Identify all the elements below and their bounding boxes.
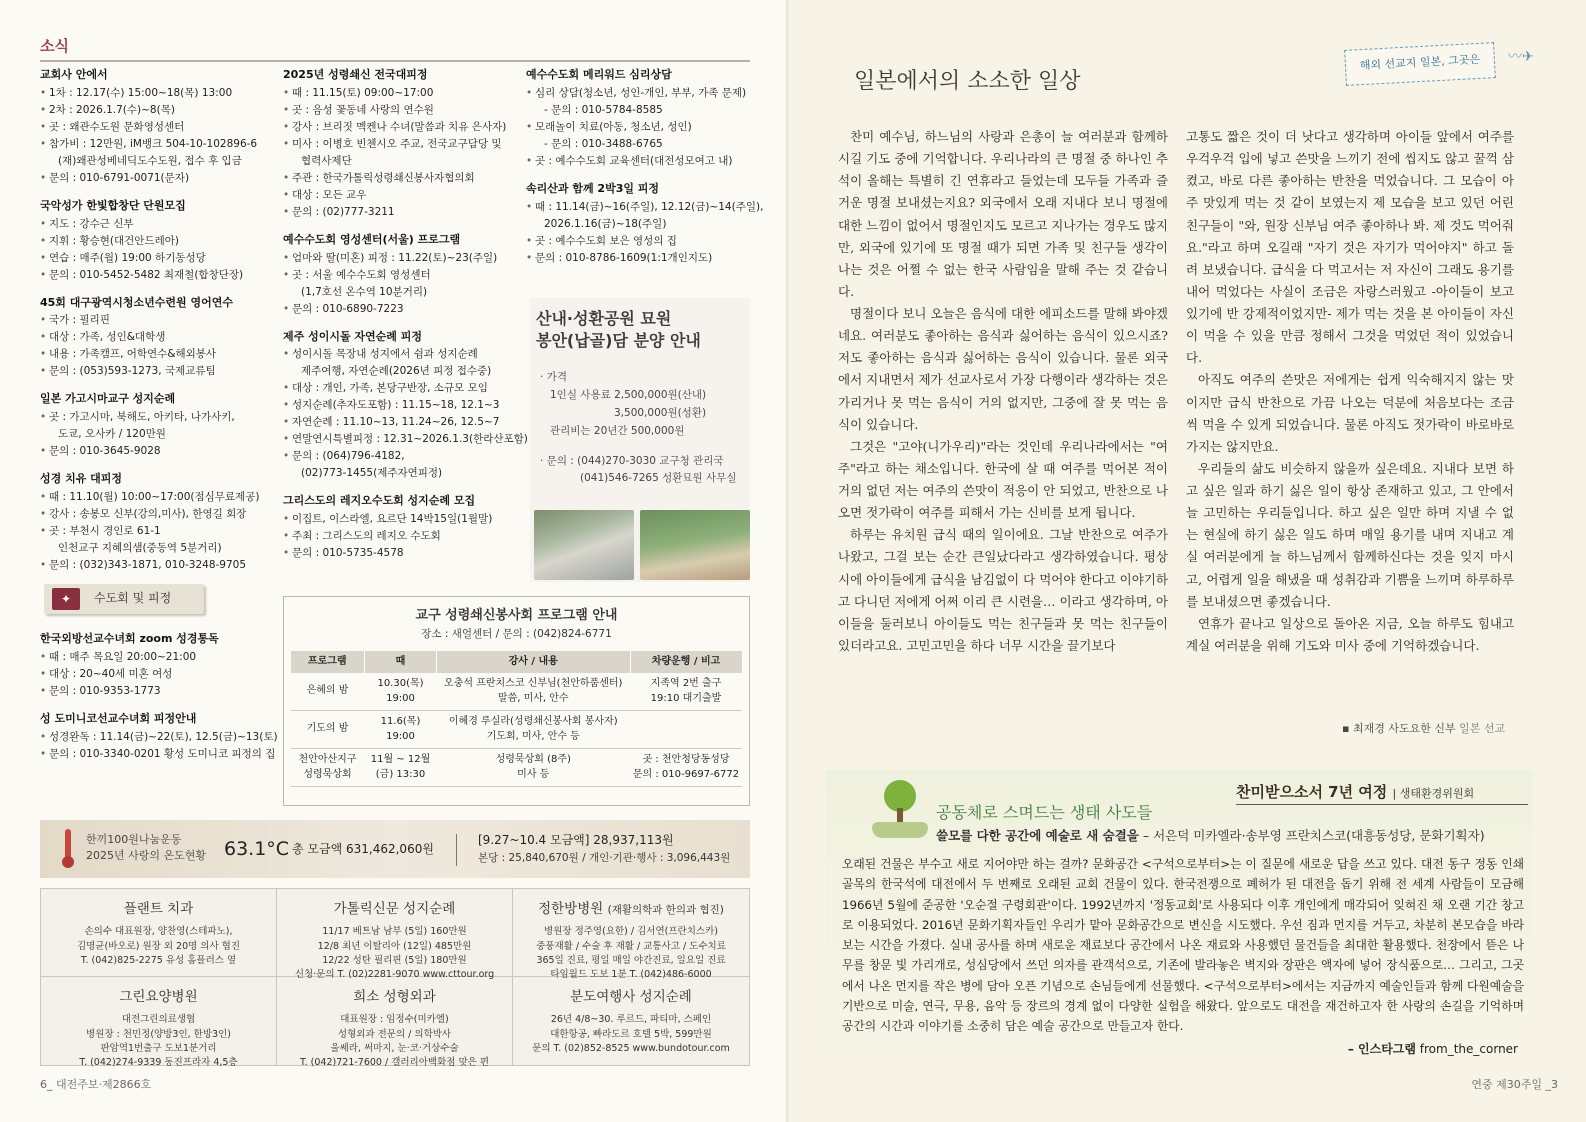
price-line: 3,500,000원(성환) <box>614 406 707 419</box>
ad-name: 가톨릭신문 성지순례 <box>333 901 456 917</box>
contact-line: · 문의 : (044)270-3030 교구청 관리국 <box>540 454 724 467</box>
notice-line: • 성이시돌 목장내 성지에서 쉼과 성지순례 <box>283 346 513 363</box>
notice-line: - 문의 : 010-3488-6765 <box>544 137 663 150</box>
essay-paragraph: 하루는 유치원 급식 때의 일이에요. 그날 반찬으로 여주가 나왔고, 그걸 보는 순간 큰일났다라고 생각하였습니다. 평상시에 아이들에게 급식을 남김없이 다 먹어야 한다고 이야기하고 다니던 저에게 어쩌 이리 큰 시련을… 이라고 생각하며, 아이들을 둘러보니 아이들도 먹는 친구들과 못 먹는 친구들이 있더라고요. 고민고민을 하다 너무 시간을 끌기보다 <box>838 527 1168 653</box>
notice-title: 속리산과 함께 2박3일 피정 <box>526 181 660 195</box>
essay-paragraph: 연휴가 끝나고 일상으로 돌아온 지금, 오늘 하루도 힘내고 계실 여러분을 위해 기도와 미사 중에 기억하겠습니다. <box>1186 615 1514 653</box>
ad-line: 타임월드 도보 1분 T. (042)486-6000 <box>550 969 712 980</box>
notice-block <box>40 294 270 381</box>
program-date: 11.6(목) 19:00 <box>365 711 437 749</box>
ad-title <box>277 899 512 919</box>
essay-paragraph: 그것은 "고야(니가우리)"라는 것인데 우리나라에서는 "여주"라고 하는 채소입니다. 한국에 살 때 여주를 먹어본 적이 거의 없던 저는 여주의 쓴맛이 적응이 안 되었고, 반찬으로 나오면 젓가락이 여주를 피해서 가는 신비를 보게 됩니다. <box>838 438 1168 521</box>
feature-body: 오래된 건물은 부수고 새로 지어야만 하는 걸까? 문화공간 <구석으로부터>는 이 질문에 새로운 답을 쓰고 있다. 대전 동구 정동 인쇄 골목의 한국석에 대전에서 두 번째로 오래된 교회 건물이 있다. 한국전쟁으로 폐허가 된 대전을 돕기 위해 전 세계 사람들이 모금해 1966년 5월에 준공한 '오순절 구령회관'이다. 1992년까지 '정동교회'로 사용되다 이후 개인에게 매각되어 잊혀진 채 오랜 기간 창고로 이용되었다. 2016년 문화기획자들인 우리가 맡아 문화공간으로 변신을 시도했다. 우선 짐과 먼지를 거두고, 차분히 본모습을 바라보는 시간을 가졌다. 실내 공사를 하며 새로운 재료보다 공간에서 나온 재료와 사용했던 물건들을 최대한 활용했다. 천장에서 뜯은 나무를 창문 빛 가리개로, 성심당에서 쓰던 의자를 관객석으로, 기존에 발라놓은 벽지와 장판은 액자에 넣어 장식품으로… 그리고, 그곳에서 나온 먼지를 작은 병에 담아 오픈 기념으로 손님들에게 선물했다. <구석으로부터>에서는 지금까지 예술인들과 함께 다원예술을 기반으로 미술, 연극, 무용, 음악 등 장르의 경계 없이 다양한 실험을 해왔다. 앞으로도 대전을 재건하고자 한 사랑의 손길을 기억하며 공간의 시간과 이야기를 소중히 담은 예술 공간으로 만들고자 한다. <box>842 857 1524 1034</box>
ad-line: 대표원장 : 임정수(미카엘) <box>340 1014 449 1026</box>
notice-line: • 심리 상담(청소년, 성인-개인, 부부, 가족 문제) <box>526 85 754 102</box>
notice-line: • 곳 : 예수수도회 보은 영성의 집 <box>526 233 754 250</box>
cemetery-ad <box>530 298 750 582</box>
weekly-amount: [9.27~10.4 모금액] 28,937,113원 <box>478 833 674 847</box>
notice-block <box>40 390 270 460</box>
cemetery-ad-body <box>530 351 750 488</box>
notice-line: • 곳 : 가고시마, 북해도, 아키타, 나가사키, <box>40 409 270 426</box>
ad-title <box>41 987 276 1007</box>
total-amount: 총 모금액 631,462,060원 <box>292 842 434 856</box>
ad-line: 365일 진료, 평일 매일 야간진료, 일요일 진료 <box>536 954 726 966</box>
notice-title: 그리스도의 레지오수도회 성지순례 모집 <box>283 494 476 508</box>
notice-block <box>526 66 754 170</box>
contact-line: (041)546-7265 성환묘원 사무실 <box>580 472 737 485</box>
notice-line: • 문의 : 010-6890-7223 <box>283 301 513 318</box>
notice-block <box>40 66 270 187</box>
notice-line: • 1차 : 12.17(수) 15:00~18(목) 13:00 <box>40 85 270 102</box>
ad-line: 울쎄라, 써마지, 눈·코·거상수술 <box>330 1042 459 1054</box>
essay-paragraph: 우리들의 삶도 비슷하지 않을까 싶은데요. 지내다 보면 하고 싶은 일과 하기 싫은 일이 항상 존재하고 있고, 그 안에서 늘 고민하는 우리들입니다. 하고 싶은 일만 하며 지낼 수 없는 현실에 하기 싫은 일도 하며 매일 용기를 내며 지내고 계실 여러분에게 늘 하느님께서 함께하신다는 것을 잊지 마시고, 어렵게 일을 해냈을 때 성취감과 기쁨을 느끼며 하루하루를 보내셨으면 좋겠습니다. <box>1186 460 1514 609</box>
notice-block <box>40 470 270 574</box>
notice-line: • 강사 : 송봉모 신부(강의,미사), 한영길 회장 <box>40 506 270 523</box>
cemetery-photo <box>640 510 750 580</box>
advertisement-grid <box>40 888 750 1066</box>
tree-in-hand-icon <box>870 780 930 844</box>
program-note <box>630 673 742 711</box>
ad-cell <box>41 977 277 1068</box>
ad-name: 분도여행사 성지순례 <box>570 989 692 1005</box>
temperature-value: 63.1°C <box>224 838 290 860</box>
notice-line: • 모래놀이 치료(아동, 청소년, 성인) <box>526 119 754 136</box>
notice-line: • 대상 : 개인, 가족, 본당구반장, 소규모 모임 <box>283 380 513 397</box>
author-place: 일본 선교 <box>1459 722 1506 735</box>
program-subtitle: 장소 : 새얼센터 / 문의 : (042)824-6771 <box>421 628 612 641</box>
program-date: 11월 ~ 12월(금) 13:30 <box>365 749 437 787</box>
notice-title: 국악성가 한빛합창단 단원모집 <box>40 198 186 212</box>
notice-line: • 곳 : 부천시 경인로 61-1 <box>40 523 270 540</box>
notice-line: • 문의 : (02)777-3211 <box>283 204 513 221</box>
notice-title: 한국외방선교수녀회 zoom 성경통독 <box>40 632 219 646</box>
notice-title: 성 도미니코선교수녀회 피정안내 <box>40 711 197 725</box>
price-line: 1인실 사용료 2,500,000원(산내) <box>550 389 707 402</box>
essay-column-2 <box>1186 126 1514 657</box>
notice-title: 2025년 성령쇄신 전국대피정 <box>283 68 428 81</box>
notice-line: 제주여행, 자연순례(2026년 피정 접수중) <box>301 365 492 378</box>
notice-line: • 때 : 11.10(월) 10:00~17:00(점심무료제공) <box>40 489 270 506</box>
program-table <box>291 651 743 787</box>
notice-title: 제주 성이시돌 자연순례 피정 <box>283 329 422 343</box>
program-date: 10.30(목) 19:00 <box>365 673 437 711</box>
notice-line: • 문의 : (053)593-1273, 국제교류팀 <box>40 363 270 380</box>
thermometer-icon <box>62 829 74 869</box>
content-line: 기도회, 미사, 안수 등 <box>486 730 580 742</box>
section-title: 소식 <box>40 37 69 55</box>
essay-paragraph: 아직도 여주의 쓴맛은 저에게는 쉽게 익숙해지지 않는 맛이지만 급식 반찬으로 가끔 나오는 덕분에 처음보다는 조금씩 먹을 수 있게 되었습니다. 물론 아직도 젓가락이 바로바로 가지는 않지만요. <box>1186 372 1514 454</box>
series-title <box>1236 780 1474 804</box>
notice-block <box>283 328 528 483</box>
column-header: 때 <box>365 651 437 673</box>
notice-line: • 연말연시특별피정 : 12.31~2026.1.3(한라산포함) <box>283 431 513 448</box>
section-rule <box>40 60 750 62</box>
program-name: 기도의 밤 <box>291 711 365 749</box>
notice-line: • 문의 : (064)796-4182, <box>283 448 513 465</box>
notice-column-2 <box>283 66 528 572</box>
ad-cell <box>41 889 277 977</box>
price-heading: · 가격 <box>540 371 567 384</box>
cemetery-photos <box>534 510 750 580</box>
content-line: 말씀, 미사, 안수 <box>497 692 569 704</box>
ad-name: 그린요양병원 <box>119 989 198 1005</box>
ad-line: 11/17 베트남 남부 (5일) 160만원 <box>322 926 467 938</box>
ad-cell <box>277 977 513 1068</box>
ad-line: T. (042)721-7600 / 갤러리아백화점 맞은 편 <box>299 1057 490 1068</box>
notice-line: • 문의 : 010-6791-0071(문자) <box>40 170 270 187</box>
notice-block <box>526 180 764 267</box>
cemetery-ad-title-2: 봉안(납골)담 분양 안내 <box>536 330 701 350</box>
series-rule <box>1236 804 1528 805</box>
notice-line: • 문의 : 010-5735-4578 <box>283 545 513 562</box>
tag-box <box>44 584 204 614</box>
campaign-name: 한끼100원나눔운동 <box>86 833 182 846</box>
ad-line: 26년 4/8~30. 루르드, 파티마, 스페인 <box>550 1014 712 1026</box>
notice-line: • 성경완독 : 11.14(금)~22(토), 12.5(금)~13(토) <box>40 729 270 746</box>
notice-line: • 문의 : 010-3645-9028 <box>40 443 270 460</box>
notice-title: 성경 치유 대피정 <box>40 472 123 486</box>
notice-line: • 엄마와 딸(미혼) 피정 : 11.22(토)~23(주일) <box>283 250 513 267</box>
notice-block <box>40 197 270 284</box>
notice-line: • 내용 : 가족캠프, 어학연수&해외봉사 <box>40 346 270 363</box>
ad-cell <box>513 977 749 1065</box>
essay-column-1 <box>838 126 1168 657</box>
bookmark-icon: ✦ <box>52 588 80 610</box>
notice-line: • 대상 : 모든 교우 <box>283 187 513 204</box>
notice-block <box>283 492 513 562</box>
notice-line: • 국가 : 필리핀 <box>40 312 270 329</box>
ad-line: 문의 T. (02)852-8525 www.bundotour.com <box>532 1042 730 1054</box>
notice-line: • 지휘 : 황승현(대건안드레아) <box>40 233 270 250</box>
notice-line: • 문의 : 010-9353-1773 <box>40 683 270 700</box>
notice-line: • 자연순례 : 11.10~13, 11.24~26, 12.5~7 <box>283 414 513 431</box>
notice-block <box>283 231 513 318</box>
note-line: 문의 : 010-9697-6772 <box>632 768 740 780</box>
feature-title: 공동체로 스며드는 생태 사도들 <box>936 803 1153 822</box>
ad-line: 12/8 최년 이탈리아 (12일) 485만원 <box>317 940 472 952</box>
ad-line: 성형외과 전문의 / 의학박사 <box>337 1028 452 1040</box>
note-line: 곳 : 천안청당동성당 <box>642 754 730 766</box>
notice-line: • 주최 : 그리스도의 레지오 수도회 <box>283 528 513 545</box>
ad-line: T. (042)825-2275 유성 홈플러스 옆 <box>80 954 237 966</box>
notice-title: 일본 가고시마교구 성지순례 <box>40 392 176 406</box>
content-line: 오충석 프란치스코 신부님(천안하품센터) <box>444 678 623 690</box>
notice-line: • 대상 : 20~40세 미혼 여성 <box>40 666 270 683</box>
notice-column-1 <box>40 66 278 773</box>
ad-line: 중풍재활 / 수술 후 재활 / 교통사고 / 도수치료 <box>536 940 726 952</box>
column-header: 프로그램 <box>291 651 365 673</box>
ad-name: 플랜트 치과 <box>123 901 194 917</box>
ad-line: 대한항공, 빠라도르 호텔 5박, 599만원 <box>550 1028 712 1040</box>
credit-label: – 인스타그램 <box>1347 1042 1416 1056</box>
notice-line: • 성지순례(추자도포함) : 11.15~18, 12.1~3 <box>283 397 513 414</box>
notice-line: • 문의 : (032)343-1871, 010-3248-9705 <box>40 557 270 574</box>
note-line: 지족역 2번 출구 <box>650 678 722 690</box>
table-row <box>291 711 743 749</box>
ad-name: 정한방병원 <box>538 901 608 917</box>
notice-line: 2026.1.16(금)~18(주일) <box>544 217 667 230</box>
notice-line: • 문의 : 010-3340-0201 황성 도미니코 피정의 집 <box>40 746 270 763</box>
ad-line: 대전그린의료생협 <box>121 1014 196 1026</box>
tag-label: 수도회 및 피정 <box>94 591 172 606</box>
notice-line: • 때 : 매주 목요일 20:00~21:00 <box>40 649 270 666</box>
ad-title <box>513 899 749 919</box>
notice-line: (1,7호선 온수역 10분거리) <box>301 285 428 298</box>
notice-line: 인천교구 지혜의샘(중동역 5분거리) <box>58 542 222 555</box>
program-name: 은혜의 밤 <box>291 673 365 711</box>
essay-paragraph: 찬미 예수님, 하느님의 사랑과 은총이 늘 여러분과 함께하시길 기도 중에 기억합니다. 우리나라의 큰 명절 중 하나인 추석이 올해는 특별히 긴 연휴라고 들었는데 모두들 가족과 즐거운 명절 보내셨는지요? 외국에서 오래 지내다 보니 명절에 대한 느낌이 없어서 명절인지도 모르고 지나가는 경우도 많지만, 외국에 있기에 또 명절 때가 되면 가족 및 친구들 생각이 나는 것은 어쩔 수 없는 한국 사람임을 말해 주는 것 같습니다. <box>838 129 1168 299</box>
notice-line: (재)왜관성베네딕도수도원, 접수 후 입금 <box>58 154 242 167</box>
notice-line: • 참가비 : 12만원, iM뱅크 504-10-102896-6 <box>40 136 270 153</box>
notice-title: 45회 대구광역시청소년수련원 영어연수 <box>40 295 233 309</box>
donation-thermometer-bar <box>40 820 750 878</box>
ad-line: T. (042)274-9339 동진프라자 4,5층 <box>79 1057 238 1068</box>
notice-line: • 문의 : 010-5452-5482 최재철(합창단장) <box>40 267 270 284</box>
program-content <box>437 749 631 787</box>
ad-line: 12/22 성탄 필리핀 (5일) 180만원 <box>322 954 467 966</box>
notice-title: 예수수도회 메리워드 심리상담 <box>526 68 672 81</box>
subtitle-bold: 쓸모를 다한 공간에 예술로 새 숨결을 <box>936 828 1139 843</box>
cemetery-ad-title <box>530 298 750 351</box>
cemetery-photo <box>534 510 634 580</box>
notice-line: • 때 : 11.15(토) 09:00~17:00 <box>283 85 513 102</box>
ad-line: 김명균(바오로) 원장 외 20명 의사 협진 <box>76 940 241 952</box>
notice-line: • 강사 : 브리짓 멕켄나 수녀(말씀과 치유 은사자) <box>283 119 513 136</box>
campaign-year: 2025년 사랑의 온도현황 <box>86 848 206 862</box>
notice-line: • 미사 : 이병호 빈첸시오 주교, 전국교구담당 및 <box>283 136 513 153</box>
content-line: 성령묵상회 (8주) <box>495 754 571 766</box>
feature-subtitle <box>936 826 1485 846</box>
ecology-feature <box>826 770 1532 1070</box>
page-folio-right: 연중 제30주일 _3 <box>1471 1078 1558 1091</box>
ad-line: 신청·문의 T. (02)2281-9070 www.cttour.org <box>294 969 495 980</box>
notice-line: (02)773-1455(제주자연피정) <box>301 467 443 480</box>
ad-line: 손의수 대표원장, 양찬영(스테파노), <box>84 926 233 938</box>
essay-paragraph: 명절이다 보니 오늘은 음식에 대한 에피소드를 말해 봐야겠네요. 여러분도 좋아하는 음식과 싫어하는 음식이 있으시죠? 저도 좋아하는 음식과 싫어하는 음식이 있습니다. 물론 외국에서 지내면서 제가 선교사로서 가장 다행이라 생각하는 것은 가리거나 못 먹는 음식이 거의 없지만, 그중에 잘 못 먹는 음식이 있습니다. <box>838 306 1168 432</box>
series-stamp: 해외 선교지 일본, 그곳은 <box>1344 42 1496 86</box>
essay-byline <box>1342 720 1505 738</box>
program-name: 천안아산지구 성령묵상회 <box>291 749 365 787</box>
table-row <box>291 749 743 787</box>
notice-column-3 <box>526 66 764 277</box>
notice-line: - 문의 : 010-5784-8585 <box>544 103 663 116</box>
ad-tagline: (재활의학과 한의과 협진) <box>607 904 724 916</box>
program-title: 교구 성령쇄신봉사회 프로그램 안내 <box>415 608 618 623</box>
notice-line: • 곳 : 음성 꽃동네 사랑의 연수원 <box>283 102 513 119</box>
ad-title <box>277 987 512 1007</box>
column-header: 강사 / 내용 <box>437 651 631 673</box>
table-row <box>291 673 743 711</box>
notice-line: • 2차 : 2026.1.7(수)~8(목) <box>40 102 270 119</box>
ad-cell <box>513 889 749 980</box>
program-note <box>630 711 742 749</box>
notice-line: • 곳 : 예수수도회 교육센터(대전성모여고 내) <box>526 153 754 170</box>
program-box <box>283 596 750 806</box>
column-header: 차량운행 / 비고 <box>630 651 742 673</box>
program-content <box>437 673 631 711</box>
essay-title: 일본에서의 소소한 일상 <box>854 69 1081 94</box>
series-name: 찬미받으소서 7년 여정 <box>1236 783 1388 801</box>
ad-cell <box>277 889 513 980</box>
content-line: 미사 등 <box>517 768 550 780</box>
category-tag <box>40 584 270 616</box>
ad-line: 병원장 정주영(요한) / 김서연(프란치스카) <box>544 926 718 938</box>
page-folio: 6_ 대전주보·제2866호 <box>40 1078 152 1091</box>
notice-title: 예수수도회 영성센터(서울) 프로그램 <box>283 232 461 246</box>
amount-breakdown: 본당 : 25,840,670원 / 개인·기관·행사 : 3,096,443원 <box>478 852 731 864</box>
notice-line: • 곳 : 서울 예수수도회 영성센터 <box>283 267 513 284</box>
notice-line: 도쿄, 오사카 / 120만원 <box>58 428 166 441</box>
notice-line: • 지도 : 강수근 신부 <box>40 216 270 233</box>
byline-bullet: ▪ <box>1342 722 1353 735</box>
notice-block <box>283 66 513 221</box>
price-line: 관리비는 20년간 500,000원 <box>550 424 685 437</box>
program-content <box>437 711 631 749</box>
note-line: 19:10 대기출발 <box>650 692 722 704</box>
subtitle-authors: – 서은덕 미카엘라·송부영 프란치스코(대흥동성당, 문화기획자) <box>1138 828 1485 843</box>
author-name: 최재경 사도요한 신부 <box>1352 722 1456 735</box>
bird-icon: 〰✈ <box>1508 49 1534 65</box>
notice-line: • 문의 : 010-8786-1609(1:1개인지도) <box>526 250 754 267</box>
notice-line: • 이집트, 이스라엘, 요르단 14박15일(1월말) <box>283 511 513 528</box>
ad-title <box>513 987 749 1007</box>
ad-line: 병원장 : 천민정(양방3인, 한방3인) <box>86 1028 231 1040</box>
left-page <box>0 0 790 1122</box>
ad-line: 판암역1번출구 도보1분거리 <box>100 1042 217 1054</box>
cemetery-ad-title-1: 산내·성환공원 묘원 <box>536 309 672 328</box>
notice-block <box>40 630 270 700</box>
notice-line: • 곳 : 왜관수도원 문화영성센터 <box>40 119 270 136</box>
ad-name: 희소 성형외과 <box>353 989 436 1005</box>
feature-credit <box>1348 1040 1518 1059</box>
essay-paragraph: 고통도 짧은 것이 더 낫다고 생각하며 아이들 앞에서 여주를 우걱우걱 입에 넣고 쓴맛을 느끼기 전에 씹지도 않고 꿀꺽 삼켰고, 바로 다른 좋아하는 반찬을 먹었습니다. 그 모습이 아주 맛있게 먹는 것 같이 보였는지 제 모습을 보고 있던 어린 친구들이 "와, 원장 신부님 여주 좋아하나 봐. 제 것도 먹어줘요."라고 하며 오길래 "자기 것은 자기가 먹어야지" 하고 돌려 보냈습니다. 급식을 다 먹고서는 저 자신이 그래도 용기를 내어 먹었다는 사실이 조금은 자랑스러웠고 -아이들이 보고 있기에 반 강제적이었지만- 제가 먹는 것을 본 아이들이 자신이 먹을 수 있을 만큼 정해서 그것을 먹었던 적이 있었습니다. <box>1186 129 1514 366</box>
notice-line: 협력사제단 <box>301 154 352 167</box>
divider <box>456 834 457 866</box>
credit-handle: from_the_corner <box>1415 1042 1518 1056</box>
right-page <box>790 0 1586 1122</box>
ad-title <box>41 899 276 919</box>
notice-line: • 대상 : 가족, 성인&대학생 <box>40 329 270 346</box>
notice-block <box>40 710 278 763</box>
notice-line: • 때 : 11.14(금)~16(주일), 12.12(금)~14(주일), <box>526 199 754 216</box>
notice-line: • 주관 : 한국가톨릭성령쇄신봉사자협의회 <box>283 170 513 187</box>
series-org: | 생태환경위원회 <box>1392 787 1475 800</box>
notice-line: • 연습 : 매주(월) 19:00 하기동성당 <box>40 250 270 267</box>
notice-title: 교회사 안에서 <box>40 68 108 81</box>
content-line: 이혜경 루실라(성령쇄신봉사회 봉사자) <box>448 716 618 728</box>
campaign-label <box>86 832 206 864</box>
program-note <box>630 749 742 787</box>
